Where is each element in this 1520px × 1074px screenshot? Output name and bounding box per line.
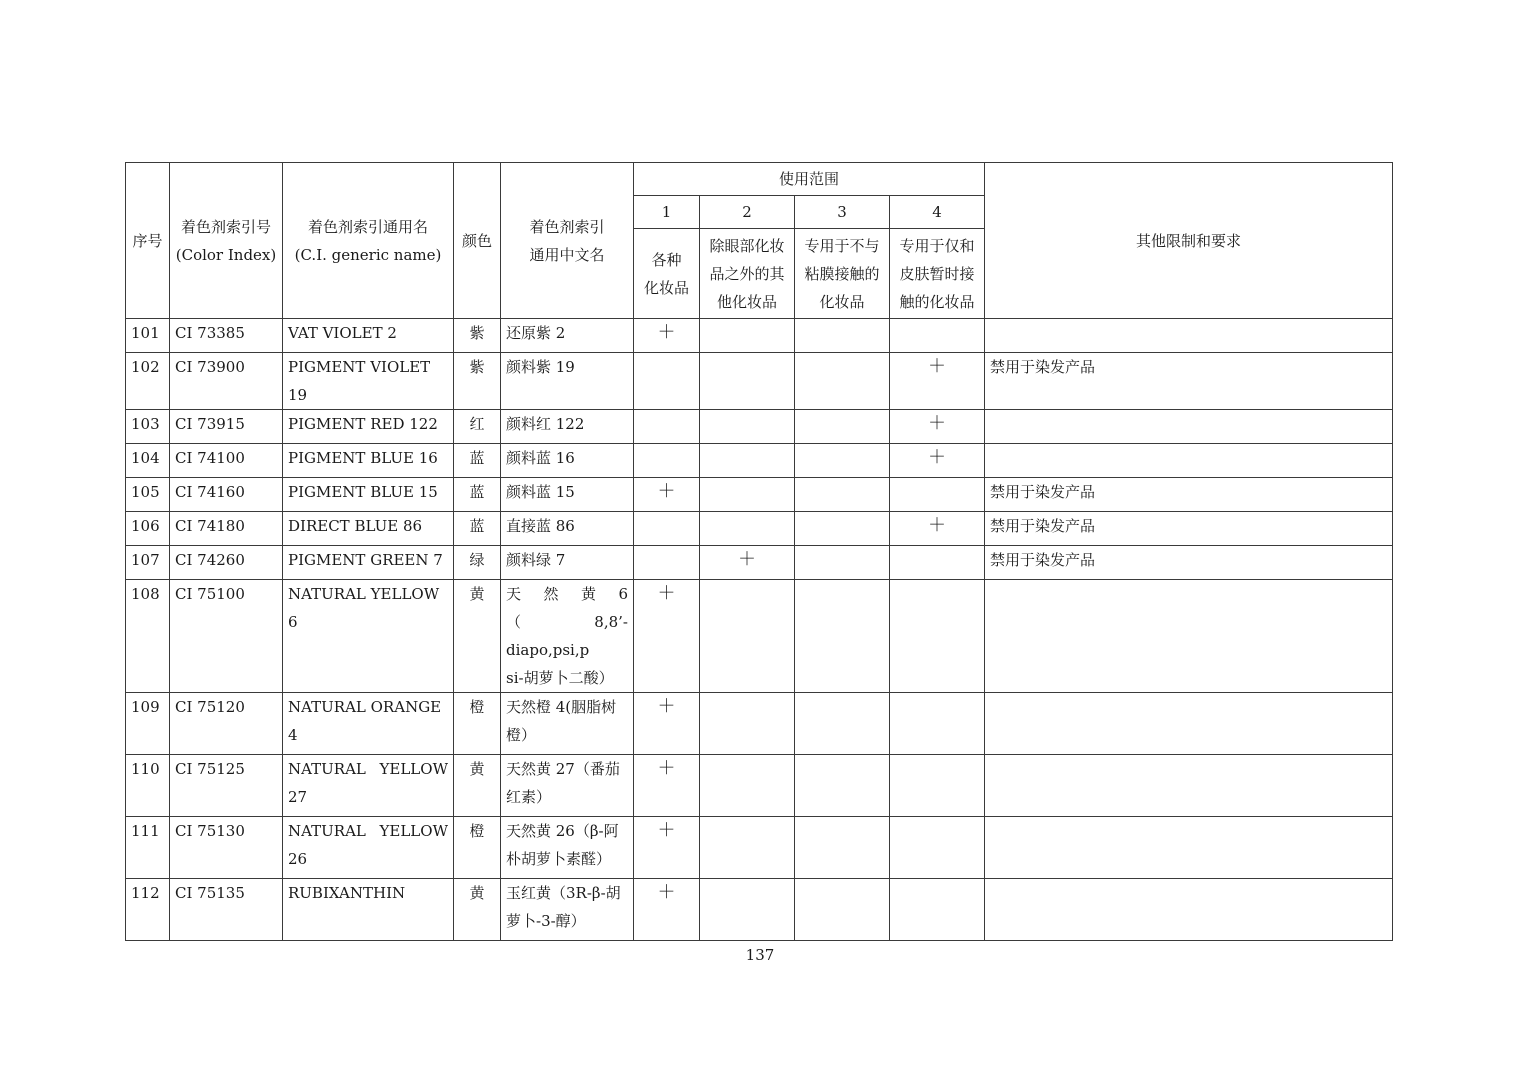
cell-other: 禁用于染发产品 — [985, 512, 1393, 546]
cell-scope-2 — [700, 755, 795, 817]
cell-other: 禁用于染发产品 — [985, 478, 1393, 512]
cell-cn-name — [501, 817, 634, 879]
cell-cn-name-line: si-胡萝卜二酸） — [506, 669, 614, 687]
cell-ci-name-line: 27 — [288, 788, 308, 806]
cell-scope-3 — [795, 512, 890, 546]
cell-scope-3 — [795, 319, 890, 353]
cell-color: 绿 — [454, 546, 501, 580]
cell-color: 黄 — [454, 580, 501, 693]
cell-scope-3 — [795, 478, 890, 512]
cell-scope-1 — [634, 546, 700, 580]
cell-other: 禁用于染发产品 — [985, 546, 1393, 580]
cell-seq: 109 — [126, 693, 170, 755]
cell-scope-4: ＋ — [890, 353, 985, 410]
table-row — [126, 478, 1393, 512]
cell-ci-name: PIGMENT GREEN 7 — [283, 546, 454, 580]
cell-scope-3 — [795, 546, 890, 580]
cell-scope-1: ＋ — [634, 319, 700, 353]
cell-cn-name: 颜料蓝 15 — [501, 478, 634, 512]
header-ci-number-cn: 着色剂索引号 — [180, 217, 271, 236]
cell-scope-4: ＋ — [890, 444, 985, 478]
cell-scope-4 — [890, 478, 985, 512]
cell-scope-3 — [795, 817, 890, 879]
header-other: 其他限制和要求 — [985, 163, 1393, 319]
page-number: 137 — [745, 946, 775, 964]
cell-ci-number: CI 75120 — [170, 693, 283, 755]
cell-color: 蓝 — [454, 444, 501, 478]
cell-scope-2 — [700, 444, 795, 478]
table-row — [126, 879, 1393, 941]
cell-cn-name: 颜料蓝 16 — [501, 444, 634, 478]
cell-scope-3 — [795, 693, 890, 755]
cell-color: 橙 — [454, 693, 501, 755]
table-row — [126, 546, 1393, 580]
cell-cn-name: 颜料红 122 — [501, 410, 634, 444]
cell-other — [985, 319, 1393, 353]
cell-seq: 104 — [126, 444, 170, 478]
header-scope-desc-4-line: 触的化妆品 — [899, 292, 975, 311]
cell-ci-number: CI 75130 — [170, 817, 283, 879]
cell-other: 禁用于染发产品 — [985, 353, 1393, 410]
cell-color: 紫 — [454, 319, 501, 353]
cell-color: 黄 — [454, 879, 501, 941]
table-row — [126, 353, 1393, 410]
cell-scope-1 — [634, 512, 700, 546]
cell-scope-3 — [795, 444, 890, 478]
cell-scope-1: ＋ — [634, 879, 700, 941]
cell-seq: 111 — [126, 817, 170, 879]
cell-other — [985, 755, 1393, 817]
cell-scope-1 — [634, 353, 700, 410]
cell-cn-name-line: 红素） — [506, 788, 552, 806]
header-scope-desc-4 — [890, 229, 985, 319]
cell-ci-number: CI 75135 — [170, 879, 283, 941]
cell-scope-4 — [890, 879, 985, 941]
cell-cn-name: 还原紫 2 — [501, 319, 634, 353]
cell-seq: 105 — [126, 478, 170, 512]
header-scope-number-2: 2 — [700, 196, 795, 229]
cell-ci-name-line: NATURAL YELLOW — [288, 760, 448, 778]
cell-ci-name: PIGMENT VIOLET 19 — [283, 353, 454, 410]
cell-cn-name: 直接蓝 86 — [501, 512, 634, 546]
cell-cn-name: 颜料紫 19 — [501, 353, 634, 410]
cell-scope-2 — [700, 319, 795, 353]
cell-scope-2 — [700, 353, 795, 410]
colorant-table — [125, 162, 1393, 941]
cell-cn-name: 颜料绿 7 — [501, 546, 634, 580]
cell-ci-name: NATURAL ORANGE 4 — [283, 693, 454, 755]
header-scope-desc-4-line: 专用于仅和 — [899, 236, 975, 255]
cell-seq: 101 — [126, 319, 170, 353]
cell-other — [985, 693, 1393, 755]
cell-scope-2 — [700, 879, 795, 941]
cell-other — [985, 817, 1393, 879]
table-row — [126, 319, 1393, 353]
header-scope-desc-1-line: 化妆品 — [643, 278, 689, 297]
cell-seq: 107 — [126, 546, 170, 580]
cell-cn-name — [501, 755, 634, 817]
cell-cn-name — [501, 693, 634, 755]
cell-color: 紫 — [454, 353, 501, 410]
cell-scope-4 — [890, 755, 985, 817]
cell-scope-2: ＋ — [700, 546, 795, 580]
cell-ci-number: CI 74180 — [170, 512, 283, 546]
cell-ci-number: CI 73915 — [170, 410, 283, 444]
header-ci-number-en: (Color Index) — [175, 245, 277, 264]
cell-other — [985, 580, 1393, 693]
cell-scope-3 — [795, 755, 890, 817]
header-ci-name — [283, 163, 454, 319]
cell-ci-number: CI 75100 — [170, 580, 283, 693]
cell-cn-name-line: 天然黄 26（β-阿 — [506, 822, 619, 840]
cell-ci-number: CI 73900 — [170, 353, 283, 410]
header-scope-number-4: 4 — [890, 196, 985, 229]
cell-scope-4 — [890, 817, 985, 879]
cell-color: 黄 — [454, 755, 501, 817]
header-scope-desc-3-line: 专用于不与 — [804, 236, 880, 255]
cell-scope-1 — [634, 410, 700, 444]
header-scope-desc-1 — [634, 229, 700, 319]
cell-scope-4 — [890, 693, 985, 755]
header-scope-number-3: 3 — [795, 196, 890, 229]
cell-scope-3 — [795, 580, 890, 693]
cell-ci-name: VAT VIOLET 2 — [283, 319, 454, 353]
header-scope-desc-3-line: 粘膜接触的 — [804, 264, 880, 283]
header-scope-desc-2-line: 品之外的其 — [709, 264, 785, 283]
cell-color: 蓝 — [454, 478, 501, 512]
cell-ci-number: CI 75125 — [170, 755, 283, 817]
cell-cn-name — [501, 879, 634, 941]
cell-color: 蓝 — [454, 512, 501, 546]
cell-ci-name: DIRECT BLUE 86 — [283, 512, 454, 546]
cell-ci-number: CI 74160 — [170, 478, 283, 512]
cell-seq: 103 — [126, 410, 170, 444]
cell-cn-name-line: 天然橙 4(胭脂树 — [506, 698, 617, 716]
cell-seq: 112 — [126, 879, 170, 941]
header-scope: 使用范围 — [634, 163, 985, 196]
cell-scope-1: ＋ — [634, 817, 700, 879]
header-scope-desc-4-line: 皮肤暂时接 — [899, 264, 975, 283]
cell-scope-1: ＋ — [634, 478, 700, 512]
cell-ci-name — [283, 755, 454, 817]
cell-cn-name-line: 朴胡萝卜素醛） — [506, 850, 612, 868]
cell-seq: 108 — [126, 580, 170, 693]
header-ci-number — [170, 163, 283, 319]
cell-scope-3 — [795, 879, 890, 941]
cell-scope-1 — [634, 444, 700, 478]
cell-ci-number: CI 74260 — [170, 546, 283, 580]
table-row — [126, 693, 1393, 755]
cell-ci-name-line: NATURAL YELLOW — [288, 822, 448, 840]
header-scope-desc-3 — [795, 229, 890, 319]
cell-cn-name — [501, 580, 634, 693]
cell-other — [985, 410, 1393, 444]
cell-cn-name-line: （8,8’-diapo,psi,p — [506, 613, 628, 659]
header-scope-desc-1-line: 各种 — [651, 250, 682, 269]
cell-scope-2 — [700, 512, 795, 546]
header-cn-name-line-2: 通用中文名 — [529, 245, 605, 264]
cell-ci-name: PIGMENT BLUE 16 — [283, 444, 454, 478]
cell-seq: 106 — [126, 512, 170, 546]
header-seq: 序号 — [126, 163, 170, 319]
cell-ci-name: NATURAL YELLOW 6 — [283, 580, 454, 693]
header-scope-desc-2-line: 除眼部化妆 — [709, 236, 785, 255]
table-row — [126, 444, 1393, 478]
header-ci-name-cn: 着色剂索引通用名 — [307, 217, 428, 236]
cell-ci-name: PIGMENT BLUE 15 — [283, 478, 454, 512]
cell-scope-1: ＋ — [634, 693, 700, 755]
table-row — [126, 817, 1393, 879]
cell-scope-4: ＋ — [890, 410, 985, 444]
header-scope-number-1: 1 — [634, 196, 700, 229]
cell-cn-name-line: 橙） — [506, 726, 537, 744]
table-row — [126, 512, 1393, 546]
header-scope-desc-2 — [700, 229, 795, 319]
cell-scope-3 — [795, 353, 890, 410]
header-color: 颜色 — [454, 163, 501, 319]
cell-ci-number: CI 73385 — [170, 319, 283, 353]
cell-scope-1: ＋ — [634, 580, 700, 693]
cell-other — [985, 444, 1393, 478]
cell-scope-4 — [890, 580, 985, 693]
table-row — [126, 410, 1393, 444]
table-row — [126, 755, 1393, 817]
cell-ci-name: RUBIXANTHIN — [283, 879, 454, 941]
cell-seq: 110 — [126, 755, 170, 817]
cell-cn-name-line: 玉红黄（3R-β-胡 — [506, 884, 621, 902]
cell-scope-2 — [700, 693, 795, 755]
cell-ci-name — [283, 817, 454, 879]
cell-cn-name-line: 天然黄 27（番茄 — [506, 760, 620, 778]
cell-color: 红 — [454, 410, 501, 444]
cell-ci-name-line: 26 — [288, 850, 308, 868]
header-cn-name — [501, 163, 634, 319]
cell-ci-number: CI 74100 — [170, 444, 283, 478]
cell-scope-4 — [890, 319, 985, 353]
table-row — [126, 580, 1393, 693]
cell-cn-name-line: 天 然 黄 6 — [506, 585, 628, 603]
cell-scope-2 — [700, 817, 795, 879]
header-cn-name-line-1: 着色剂索引 — [529, 217, 605, 236]
cell-scope-1: ＋ — [634, 755, 700, 817]
cell-scope-2 — [700, 478, 795, 512]
cell-scope-4: ＋ — [890, 512, 985, 546]
cell-ci-name: PIGMENT RED 122 — [283, 410, 454, 444]
cell-cn-name-line: 萝卜-3-醇） — [506, 912, 586, 930]
cell-other — [985, 879, 1393, 941]
header-scope-desc-2-line: 他化妆品 — [716, 292, 777, 311]
header-scope-desc-3-line: 化妆品 — [819, 292, 865, 311]
cell-scope-2 — [700, 410, 795, 444]
cell-scope-3 — [795, 410, 890, 444]
cell-seq: 102 — [126, 353, 170, 410]
cell-scope-4 — [890, 546, 985, 580]
cell-color: 橙 — [454, 817, 501, 879]
cell-scope-2 — [700, 580, 795, 693]
header-ci-name-en: (C.I. generic name) — [294, 245, 442, 264]
